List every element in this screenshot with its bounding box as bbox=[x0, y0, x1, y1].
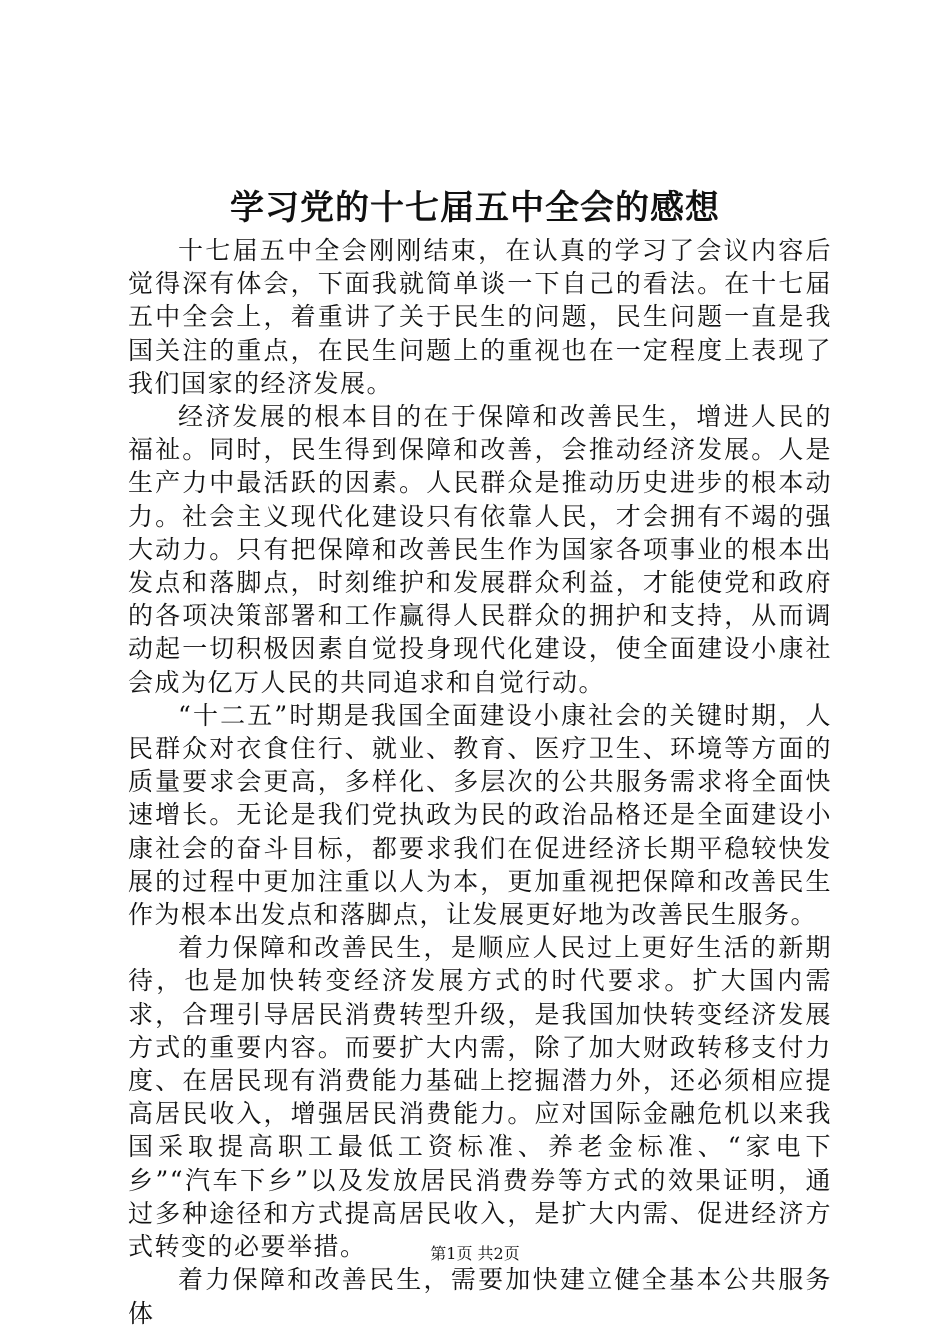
paragraph: 十七届五中全会刚刚结束，在认真的学习了会议内容后觉得深有体会，下面我就简单谈一下自己的看法。在十七届五中全会上，着重讲了关于民生的问题，民生问题一直是我国关注的重点，在民生问题上的重视也在一定程度上表现了我们国家的经济发展。 bbox=[128, 236, 832, 398]
paragraph: 着力保障和改善民生，是顺应人民过上更好生活的新期待，也是加快转变经济发展方式的时代要求。扩大国内需求，合理引导居民消费转型升级，是我国加快转变经济发展方式的重要内容。而要扩大内需，除了加大财政转移支付力度、在居民现有消费能力基础上挖掘潜力外，还必须相应提高居民收入，增强居民消费能力。应对国际金融危机以来我国采取提高职工最低工资标准、养老金标准、“家电下乡”“汽车下乡”以及发放居民消费券等方式的效果证明，通过多种途径和方式提高居民收入，是扩大内需、促进经济方式转变的必要举措。 bbox=[128, 933, 832, 1262]
document-title: 学习党的十七届五中全会的感想 bbox=[230, 188, 720, 228]
page-number-footer: 第1页 共2页 bbox=[430, 1244, 520, 1263]
document-body bbox=[128, 234, 832, 1330]
paragraph: 经济发展的根本目的在于保障和改善民生，增进人民的福祉。同时，民生得到保障和改善，会推动经济发展。人是生产力中最活跃的因素。人民群众是推动历史进步的根本动力。社会主义现代化建设只有依靠人民，才会拥有不竭的强大动力。只有把保障和改善民生作为国家各项事业的根本出发点和落脚点，时刻维护和发展群众利益，才能使党和政府的各项决策部署和工作赢得人民群众的拥护和支持，从而调动起一切积极因素自觉投身现代化建设，使全面建设小康社会成为亿万人民的共同追求和自觉行动。 bbox=[128, 402, 832, 697]
paragraph: “十二五”时期是我国全面建设小康社会的关键时期，人民群众对衣食住行、就业、教育、医疗卫生、环境等方面的质量要求会更高，多样化、多层次的公共服务需求将全面快速增长。无论是我们党执政为民的政治品格还是全面建设小康社会的奋斗目标，都要求我们在促进经济长期平稳较快发展的过程中更加注重以人为本，更加重视把保障和改善民生作为根本出发点和落脚点，让发展更好地为改善民生服务。 bbox=[128, 700, 832, 930]
paragraph: 着力保障和改善民生，需要加快建立健全基本公共服务体 bbox=[128, 1265, 832, 1328]
